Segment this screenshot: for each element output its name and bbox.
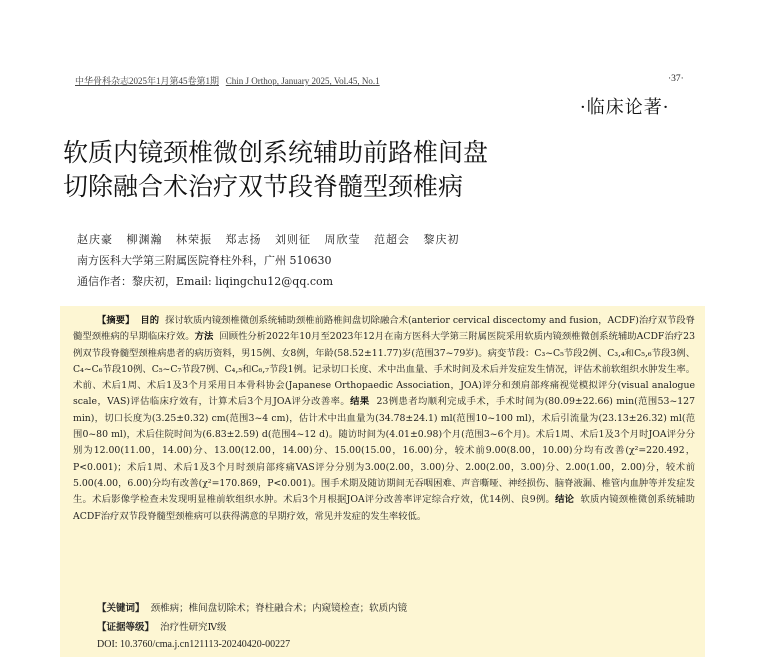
evidence-text: 治疗性研究Ⅳ级 xyxy=(160,622,227,633)
keywords xyxy=(97,600,407,614)
methods-label: 方法 xyxy=(194,331,214,343)
author: 刘则征 xyxy=(275,233,311,246)
article-title-line-1: 软质内镜颈椎微创系统辅助前路椎间盘 xyxy=(63,138,489,167)
abstract-text xyxy=(73,313,695,525)
author: 周欣莹 xyxy=(324,233,361,246)
author: 范超会 xyxy=(374,233,410,246)
running-header-journal-en: Chin J Orthop, January 2025, Vol.45, No.1 xyxy=(225,76,380,86)
page-number: ·37· xyxy=(668,74,684,84)
article-title xyxy=(63,136,623,204)
methods-text: 回顾性分析2022年10月至2023年12月在南方医科大学第三附属医院采用软质内镜颈椎微创系统辅助ACDF治疗23例双节段脊髓型颈椎病患者的病历资料，男15例、女8例，年龄(58.52±11.77)岁(范围37~79岁)。病变节段：C₃~C₅节段2例、C₃,₄和C₅,₆节段3例、C₄~C₆节段10例、C₅~C₇节段7例、C₄,₅和C₆,₇节段1例。记录切口长度、术中出血量、手术时间及术后并发症发生情况，评估术前软组织水肿发生率。术前、术后1周、术后1及3个月采用日本骨科协会(Japanese Orthopaedic Association，JOA)评分和颈肩部疼痛视觉模拟评分(visual analogue scale，VAS)评估临床疗效有，计算术后3个月JOA评分改善率。 xyxy=(73,331,695,408)
results-text: 23例患者均顺利完成手术，手术时间为(80.09±22.66) min(范围53~127 min)，切口长度为(3.25±0.32) cm(范围3~4 cm)，估计术中出血量为(34.78±24.1) ml(范围10~100 ml)，术后引流量为(23.13±26.32) ml(范围0~80 ml)，术后住院时间为(6.83±2.59) d(范围4~12 d)。随访时间为(4.01±0.98)个月(范围3~6个月)。术后1周、术后1及3个月时JOA评分分别为12.00(11.00，14.00)分、13.00(12.00，14.00)分、15.00(15.00，16.00)分，较术前9.00(8.00，10.00)分均有改善(χ²=220.492，P<0.001)；术后1周、术后1及3个月时颈肩部疼痛VAS评分分别为3.00(2.00，3.00)分、2.00(2.00，3.00)分、2.00(1.00，2.00)分，较术前5.00(4.00，6.00)分均有改善(χ²=170.869，P<0.001)。围手术期及随访期间无吞咽困难、声音嘶哑、神经损伤、脑脊液漏、椎管内血肿等并发症发生。术后影像学检查未发现明显椎前软组织水肿。术后3个月根据JOA评分改善率评定综合疗效，优14例、良9例。 xyxy=(73,396,695,506)
author: 郑志扬 xyxy=(225,233,262,246)
abstract-heading: 【摘要】 xyxy=(97,315,135,326)
evidence-level xyxy=(97,619,227,633)
article-title-line-2: 切除融合术治疗双节段脊髓型颈椎病 xyxy=(63,172,464,201)
correspondence: 通信作者：黎庆初，Email: liqingchu12@qq.com xyxy=(77,275,334,288)
author: 赵庆豪 xyxy=(77,233,113,246)
keywords-label: 【关键词】 xyxy=(97,603,145,614)
author: 林荣振 xyxy=(176,233,212,246)
running-header-journal-cn: 中华骨科杂志2025年1月第45卷第1期 xyxy=(75,76,220,86)
author: 柳渊瀚 xyxy=(126,233,163,246)
objective-label: 目的 xyxy=(140,315,160,326)
conclusion-label: 结论 xyxy=(555,494,575,506)
doi: DOI: 10.3760/cma.j.cn121113-20240420-00227 xyxy=(97,639,291,650)
author: 黎庆初 xyxy=(423,233,460,246)
running-header xyxy=(75,74,380,87)
results-label: 结果 xyxy=(350,396,370,408)
conclusion-text: 软质内镜颈椎微创系统辅助ACDF治疗双节段脊髓型颈椎病可以获得满意的早期疗效，常见并发症的发生率较低。 xyxy=(73,494,695,522)
objective-text: 探讨软质内镜颈椎微创系统辅助颈椎前路椎间盘切除融合术(anterior cervical discectomy and fusion，ACDF)治疗双节段脊髓型颈椎病的早期临床疗效。 xyxy=(73,315,695,343)
keywords-text: 颈椎病；椎间盘切除术；脊柱融合术；内窥镜检查；软质内镜 xyxy=(150,603,408,614)
affiliation: 南方医科大学第三附属医院脊柱外科，广州 510630 xyxy=(77,254,332,267)
evidence-label: 【证据等级】 xyxy=(97,622,155,633)
author-list xyxy=(77,231,469,247)
section-label: ·临床论著· xyxy=(580,97,670,118)
